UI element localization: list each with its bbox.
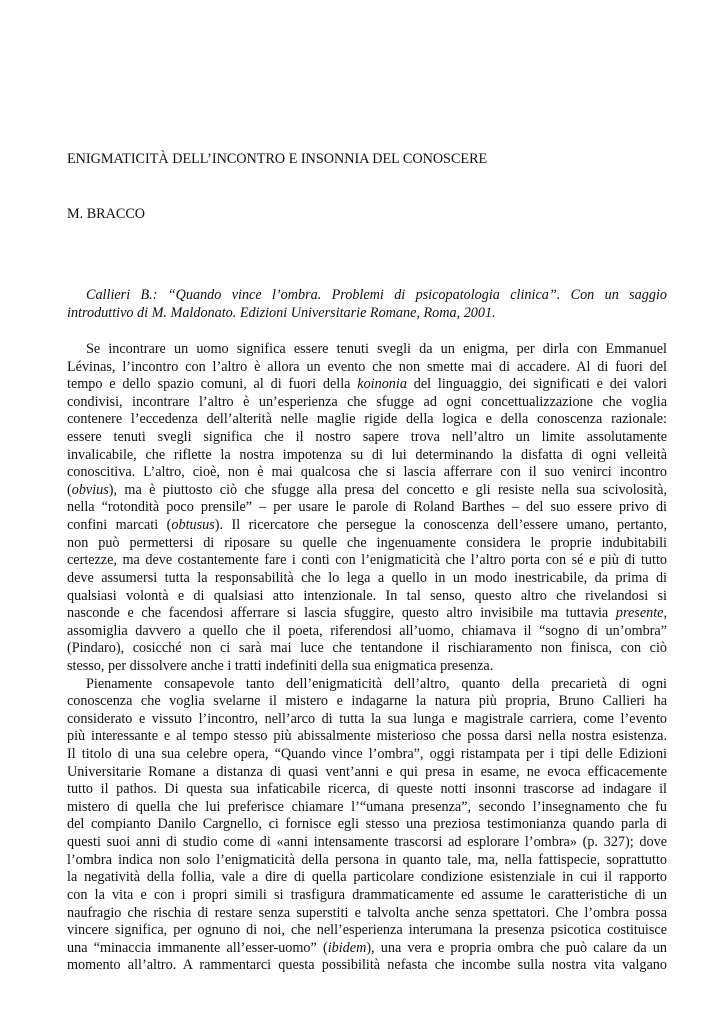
body-line: naufragio che rischia di restare senza superstiti e talvolta anche senza spettatori. Che l’ombra possa <box>67 904 667 921</box>
italic-term: ibidem <box>327 939 367 956</box>
body-line: tutto il pathos. Di questa sua infaticabile ricerca, di queste notti insonni trascorse ad indagare il <box>67 781 667 798</box>
body-line: considerato e vissuto l’incontro, nell’arco di tutta la sua lunga e magistrale carriera, come l’evento <box>67 710 667 727</box>
body-line: questi suoi anni di studio come di «anni intensamente trascorsi ad esplorare l’ombra» (p. 327); dove <box>67 834 667 851</box>
body-line: non può permettersi di riposare su quelle che ingenuamente considera le proprie indubitabili <box>67 534 667 551</box>
body-line: Pienamente consapevole tanto dell’enigmaticità dell’altro, quanto della precarietà di ogni <box>86 675 667 692</box>
body-line: del compianto Danilo Cargnello, ci fornisce egli stesso una preziosa testimonianza quando parla di <box>67 816 667 833</box>
body-text-segment: ), una vera e propria ombra che può calare da un <box>366 939 667 956</box>
body-text-segment: ( <box>67 481 72 498</box>
italic-term: obvius <box>71 481 109 498</box>
body-line <box>67 517 667 535</box>
body-line: più interessante e al tempo stesso più abissalmente misterioso che possa darsi nella nostra esistenza. <box>67 728 667 745</box>
body-text-segment: una “minaccia immanente all’esser-uomo” ( <box>67 939 328 956</box>
body-line: conoscitiva. L’altro, cioè, non è mai qualcosa che si lascia afferrare con il suo venirci incontro <box>67 464 667 481</box>
body-line <box>67 376 667 394</box>
body-line: con la vita e con i propri simili si trasfigura drammaticamente ed assume le caratteristiche di un <box>67 886 667 903</box>
body-text-segment: del linguaggio, dei significati e dei valori <box>406 376 667 393</box>
body-line: contenere l’eccedenza dell’alterità nelle maglie rigide della logica e della conoscenza razionale: <box>67 411 667 428</box>
body-line: essere tenuti svegli significa che il nostro sapere trova nell’altro un limite assolutamente <box>67 429 667 446</box>
body-text-segment: ), ma è piuttosto ciò che sfugge alla presa del concetto e gli resiste nella sua scivolosità, <box>108 481 667 498</box>
body-text-segment: , <box>663 605 667 622</box>
body-line: Il titolo di una sua celebre opera, “Quando vince l’ombra”, oggi ristampata per i tipi delle Edizioni <box>67 746 667 763</box>
body-line: (Pindaro), cosicché non ci sarà mai luce che tentandone il rischiaramento non finisca, con ciò <box>67 640 667 657</box>
article-title: ENIGMATICITÀ DELL’INCONTRO E INSONNIA DEL CONOSCERE <box>67 151 488 167</box>
body-line: deve assumersi tutta la responsabilità che lo lega a quello in un modo inestricabile, da prima di <box>67 569 667 586</box>
body-line: l’ombra indica non solo l’enigmaticità della persona in quanto tale, ma, nella fattispecie, soprattutto <box>67 851 667 868</box>
italic-term: koinonia <box>357 376 407 393</box>
body-line: Se incontrare un uomo significa essere tenuti svegli da un enigma, per dirla con Emmanuel <box>86 341 667 357</box>
author-name: M. BRACCO <box>67 206 146 222</box>
body-line: stesso, per dissolvere anche i tratti indefiniti della sua enigmatica presenza. <box>67 657 494 674</box>
body-line: conoscenza che voglia svelarne il mistero e indagarne la natura più propria, Bruno Callieri ha <box>67 693 667 710</box>
body-line: la negatività della follia, vale a dire di quella particolare condizione esistenziale in cui il rapporto <box>67 869 667 886</box>
book-reference <box>67 287 667 322</box>
italic-term: obtusus <box>171 517 215 534</box>
body-line: invalicabile, che riflette la nostra impotenza su di lui determinando la disfatta di ogni velleità <box>67 446 667 463</box>
italic-term: presente <box>615 605 664 622</box>
body-line: certezze, ma deve costantemente fare i conti con l’enigmaticità che l’altro porta con sé e più di tutto <box>67 552 667 569</box>
body-line: assomiglia davvero a quello che il poeta, riferendosi all’uomo, chiamava il “sogno di un’ombra” <box>67 622 667 639</box>
body-line <box>67 940 667 958</box>
body-line: Lévinas, l’incontro con l’altro è allora un evento che non smette mai di accadere. Al di fuori del <box>67 358 667 375</box>
body-line: nella “rotondità poco prensile” – per usare le parole di Roland Barthes – del suo essere privo di <box>67 499 667 516</box>
body-text-segment: nasconde e che facendosi afferrare si lascia sfuggire, questo altro invisibile ma tuttavia <box>67 605 616 622</box>
body-text-segment: tempo e dello spazio comuni, al di fuori della <box>67 376 358 393</box>
body-line: mistero di quella che lui preferisce chiamare l’“umana presenza”, secondo l’insegnamento che fu <box>67 798 667 815</box>
body-text-segment: confini marcati ( <box>67 517 172 534</box>
body-line <box>67 482 667 500</box>
body-line: momento all’altro. A rammentarci questa possibilità nefasta che incombe sulla nostra vita valgano <box>67 957 667 974</box>
body-line: qualsiasi volontà e di qualsiasi atto intenzionale. In tal senso, questo altro che rivelandosi si <box>67 587 667 604</box>
body-line: condivisi, incontrare l’altro è un’esperienza che sfugge ad ogni concettualizzazione che voglia <box>67 393 667 410</box>
body-line: vincere significa, per ognuno di noi, che nell’esperienza interumana la presenza psicotica costituisce <box>67 922 667 939</box>
reference-line: Callieri B.: “Quando vince l’ombra. Problemi di psicopatologia clinica”. Con un saggio <box>86 287 667 303</box>
body-line: Universitarie Romane a distanza di quasi vent’anni e qui presa in esame, ne evoca efficacemente <box>67 763 667 780</box>
body-text-segment: ). Il ricercatore che persegue la conoscenza dell’essere umano, pertanto, <box>214 517 667 534</box>
review-body <box>67 341 667 975</box>
reference-line: introduttivo di M. Maldonato. Edizioni Universitarie Romane, Roma, 2001. <box>67 304 496 321</box>
body-line <box>67 605 667 623</box>
